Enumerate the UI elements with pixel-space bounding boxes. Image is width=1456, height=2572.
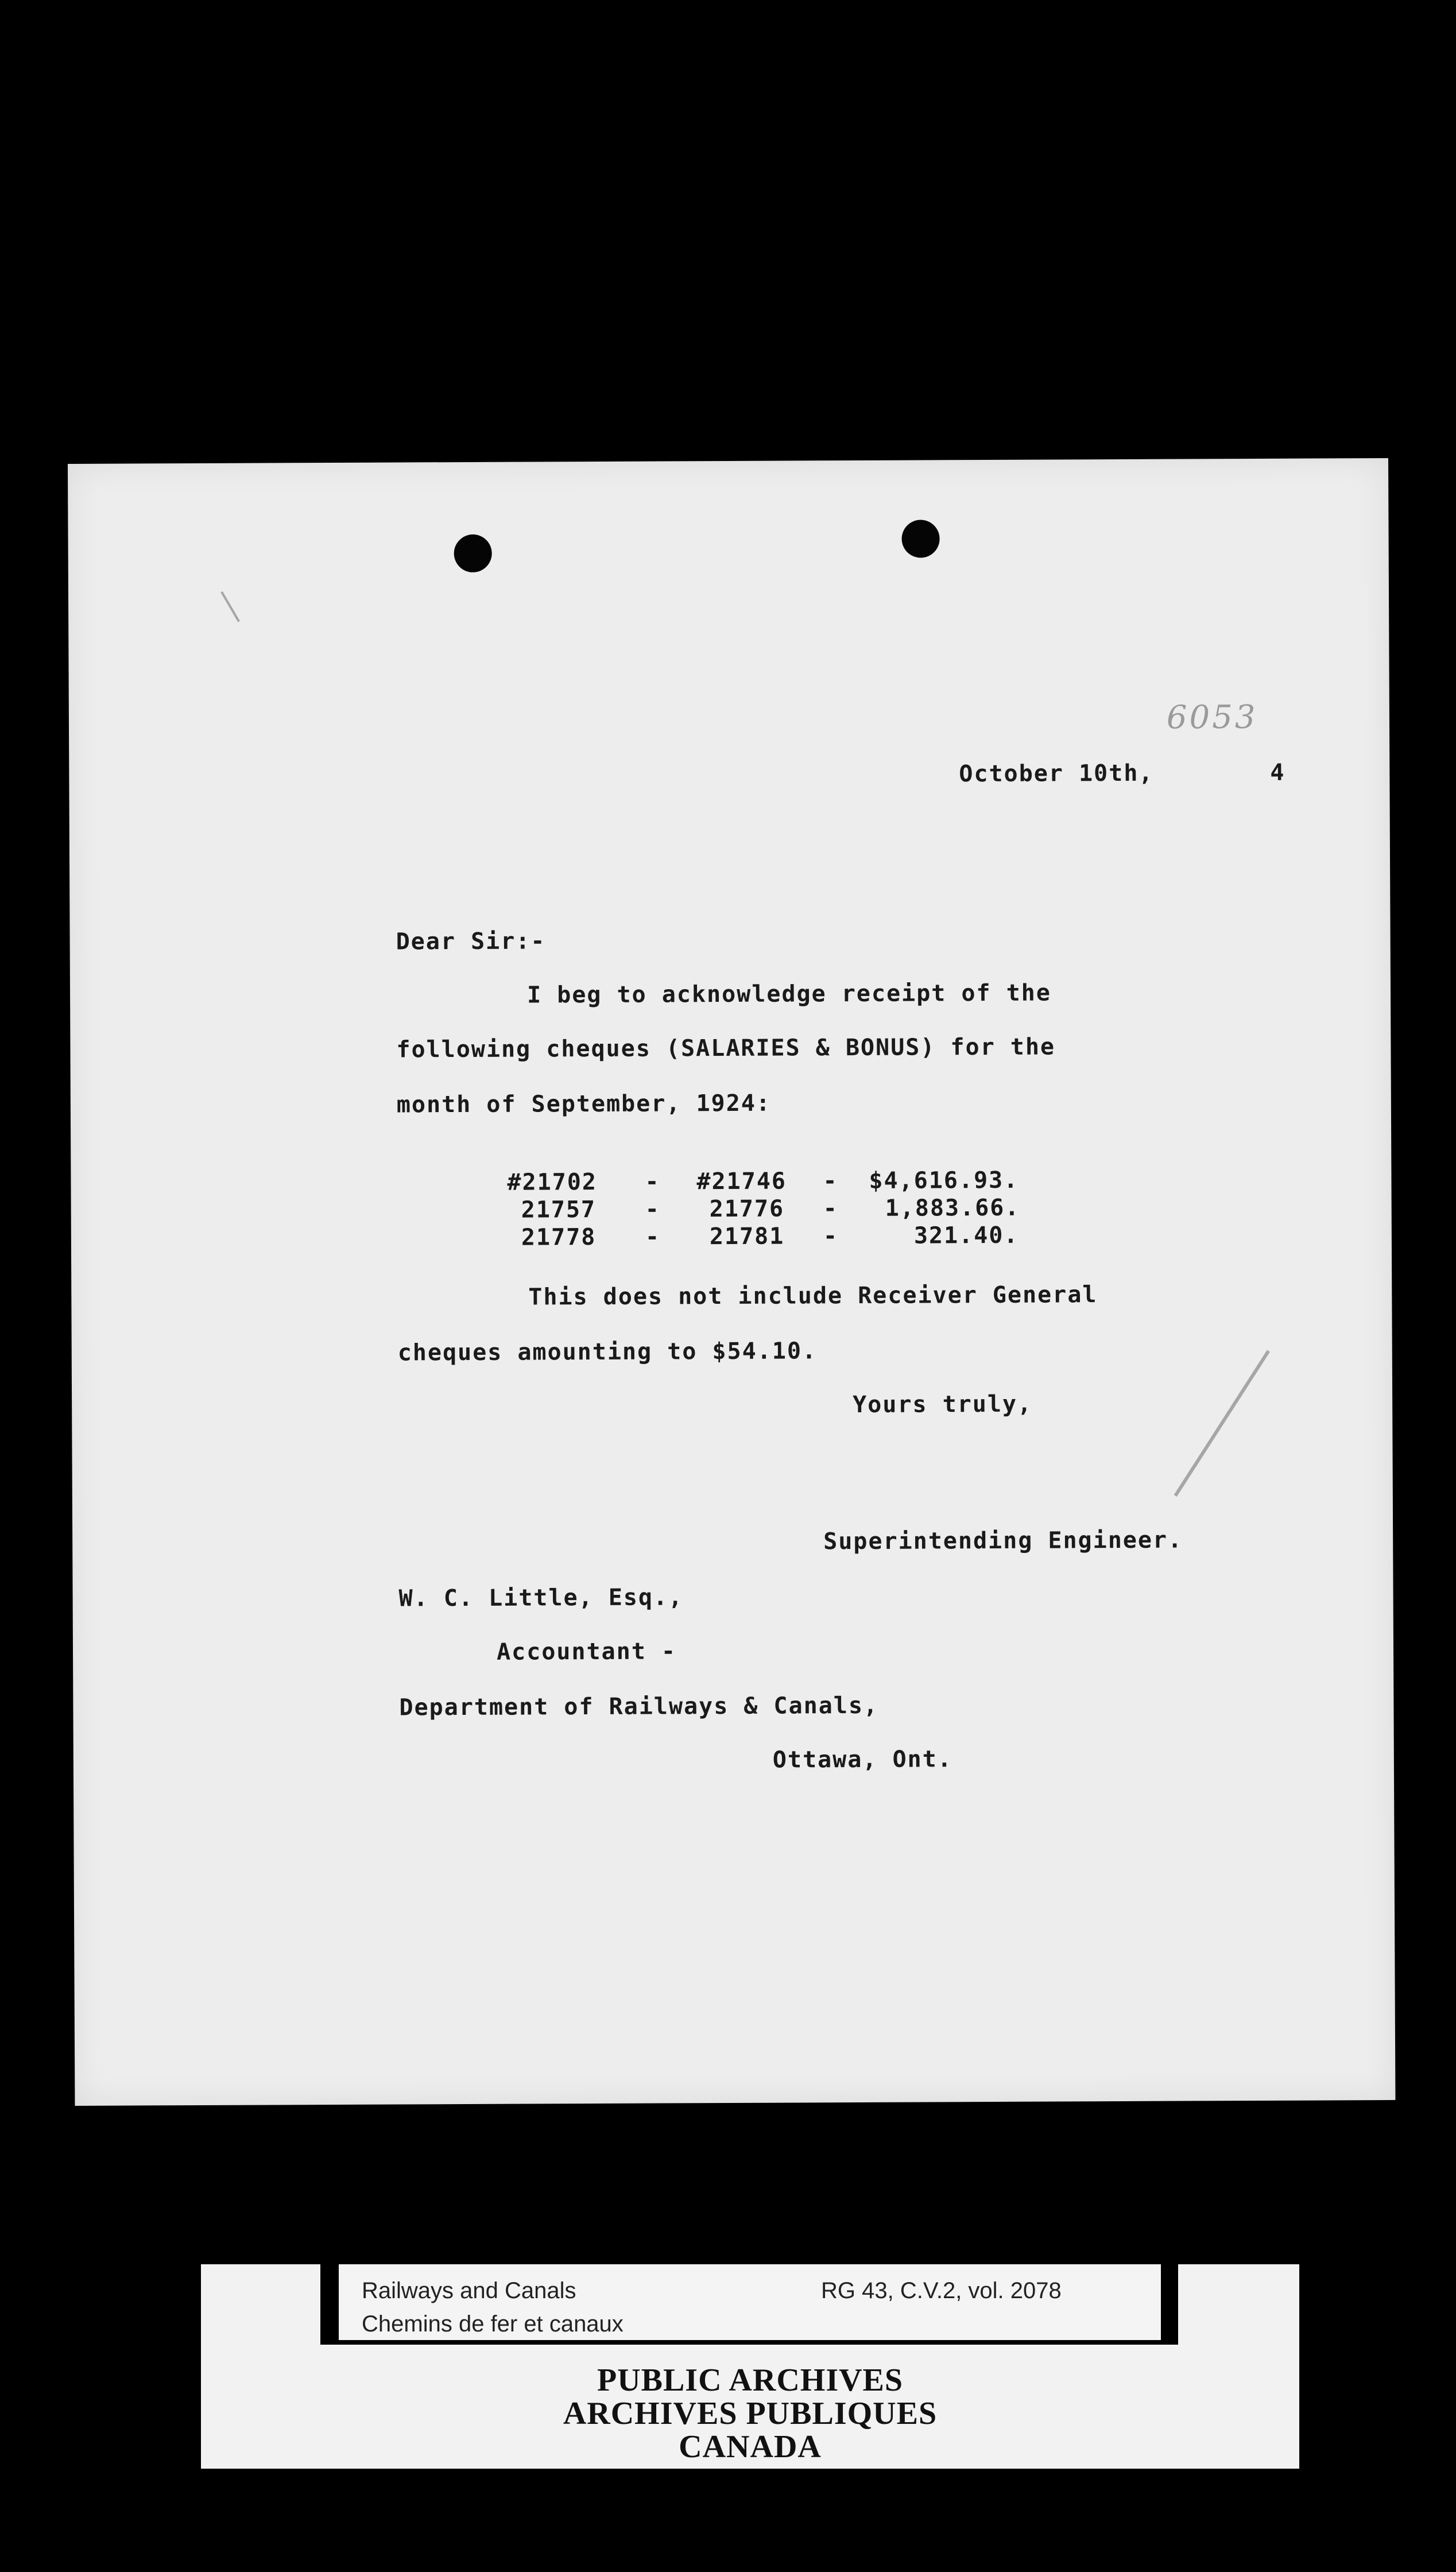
note-line: cheques amounting to $54.10. <box>397 1338 818 1366</box>
cheque-amount: $4,616.93. <box>869 1167 1019 1194</box>
addressee-line: W. C. Little, Esq., <box>398 1584 684 1612</box>
note-line: This does not include Receiver General <box>528 1281 1098 1311</box>
cheque-to: 21776 <box>709 1195 785 1223</box>
institution-line: CANADA <box>679 2429 822 2465</box>
archive-reference: RG 43, C.V.2, vol. 2078 <box>821 2278 1062 2303</box>
pencil-file-number: 6053 <box>1166 698 1258 737</box>
institution-line: PUBLIC ARCHIVES <box>597 2362 904 2398</box>
punch-hole-right <box>901 520 939 557</box>
cheque-from: 21778 <box>521 1223 597 1251</box>
cheque-amount: 1,883.66. <box>885 1194 1020 1222</box>
cheque-amount: 321.40. <box>913 1222 1019 1249</box>
dash: - <box>645 1196 660 1223</box>
collection-en: Railways and Canals <box>362 2278 576 2303</box>
dash: - <box>645 1168 660 1195</box>
addressee-line: Department of Railways & Canals, <box>399 1692 879 1721</box>
collection-fr: Chemins de fer et canaux <box>362 2311 624 2337</box>
closing: Yours truly, <box>853 1390 1033 1419</box>
cheque-to: 21781 <box>709 1223 785 1250</box>
body-line: I beg to acknowledge receipt of the <box>526 979 1052 1009</box>
addressee-line: Ottawa, Ont. <box>772 1746 952 1773</box>
punch-hole-left <box>454 534 492 572</box>
body-line: month of September, 1924: <box>396 1090 772 1118</box>
letter-page <box>68 458 1395 2106</box>
archive-label <box>201 2264 1299 2469</box>
label-reference-box <box>339 2264 1161 2340</box>
cheque-from: #21702 <box>507 1168 598 1196</box>
dash: - <box>823 1195 838 1222</box>
signature-title: Superintending Engineer. <box>823 1527 1183 1555</box>
page-mark: 4 <box>1270 759 1285 786</box>
dash: - <box>645 1223 661 1250</box>
cheque-to: #21746 <box>696 1168 787 1195</box>
letter-date: October 10th, <box>959 760 1154 788</box>
salutation: Dear Sir:- <box>396 928 546 955</box>
paper-mark <box>220 591 240 622</box>
cheque-from: 21757 <box>521 1196 597 1223</box>
institution-line: ARCHIVES PUBLIQUES <box>563 2396 938 2431</box>
body-line: following cheques (SALARIES & BONUS) for the <box>396 1033 1056 1063</box>
paper-crease <box>1174 1350 1270 1497</box>
dash: - <box>823 1168 838 1195</box>
dash: - <box>823 1223 839 1250</box>
addressee-line: Accountant - <box>496 1638 677 1665</box>
